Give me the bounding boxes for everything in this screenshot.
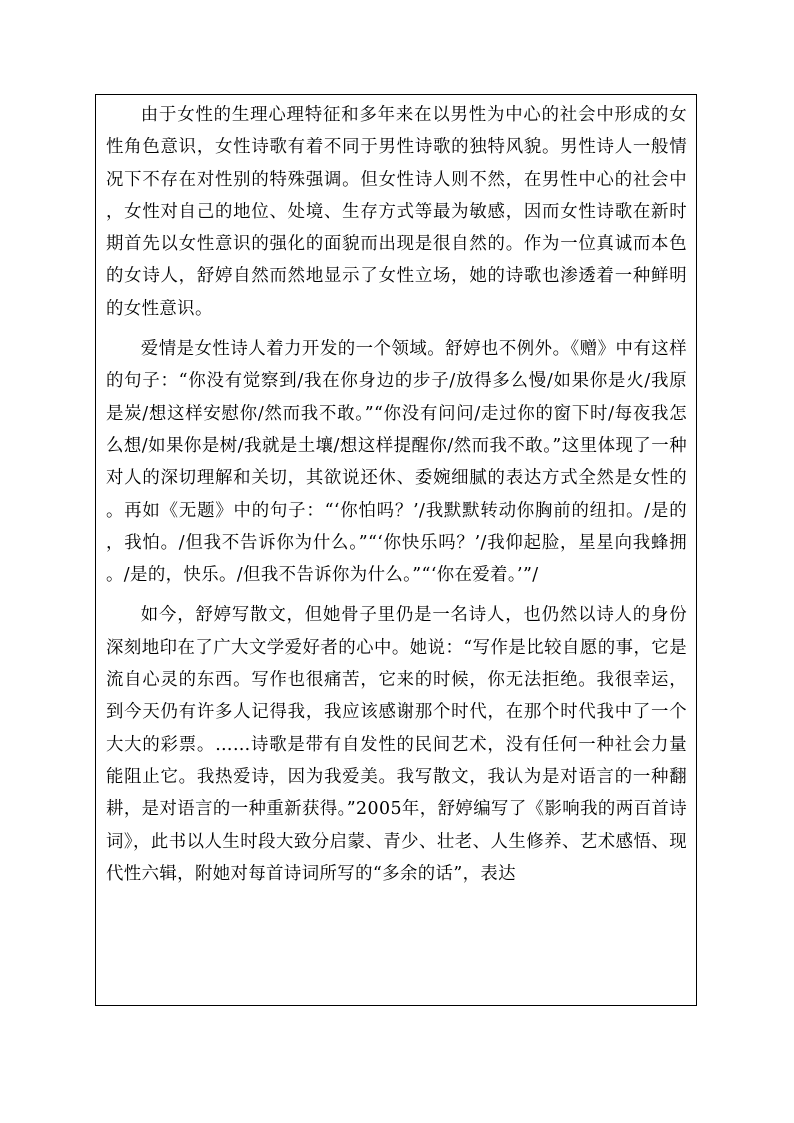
paragraph-prose-writing: 如今，舒婷写散文，但她骨子里仍是一名诗人，也仍然以诗人的身份深刻地印在了广大文学爱好者的心中。她说：“写作是比较自愿的事，它是流自心灵的东西。写作也很痛苦，它来的时候，你无法拒绝。我很幸运，到今天仍有许多人记得我，我应该感谢那个时代，在那个时代我中了一个大大的彩票。……诗歌是带有自发性的民间艺术，没有任何一种社会力量能阻止它。我热爱诗，因为我爱美。我写散文，我认为是对语言的一种翻耕，是对语言的一种重新获得。”2005年，舒婷编写了《影响我的两百首诗词》，此书以人生时段大致分启蒙、青少、壮老、人生修养、艺术感悟、现代性六辑，附她对每首诗词所写的“多余的话”，表达 [106, 605, 687, 884]
text-frame [95, 94, 697, 1006]
paragraph-love-poetry: 爱情是女性诗人着力开发的一个领域。舒婷也不例外。《赠》中有这样的句子：“你没有觉察到/我在你身边的步子/放得多么慢/如果你是火/我原是炭/想这样安慰你/然而我不敢。”“你没有问问/走过你的窗下时/每夜我怎么想/如果你是树/我就是土壤/想这样提醒你/然而我不敢。”这里体现了一种对人的深切理解和关切，其欲说还休、委婉细腻的表达方式全然是女性的。再如《无题》中的句子：“‘你怕吗？’/我默默转动你胸前的纽扣。/是的，我怕。/但我不告诉你为什么。”“‘你快乐吗？’/我仰起脸，星星向我蜂拥。/是的，快乐。/但我不告诉你为什么。”“‘你在爱着。’”/ [106, 339, 687, 586]
paragraph-female-consciousness: 由于女性的生理心理特征和多年来在以男性为中心的社会中形成的女性角色意识，女性诗歌有着不同于男性诗歌的独特风貌。男性诗人一般情况下不存在对性别的特殊强调。但女性诗人则不然，在男性中心的社会中，女性对自己的地位、处境、生存方式等最为敏感，因而女性诗歌在新时期首先以女性意识的强化的面貌而出现是很自然的。作为一位真诚而本色的女诗人，舒婷自然而然地显示了女性立场，她的诗歌也渗透着一种鲜明的女性意识。 [106, 105, 687, 319]
